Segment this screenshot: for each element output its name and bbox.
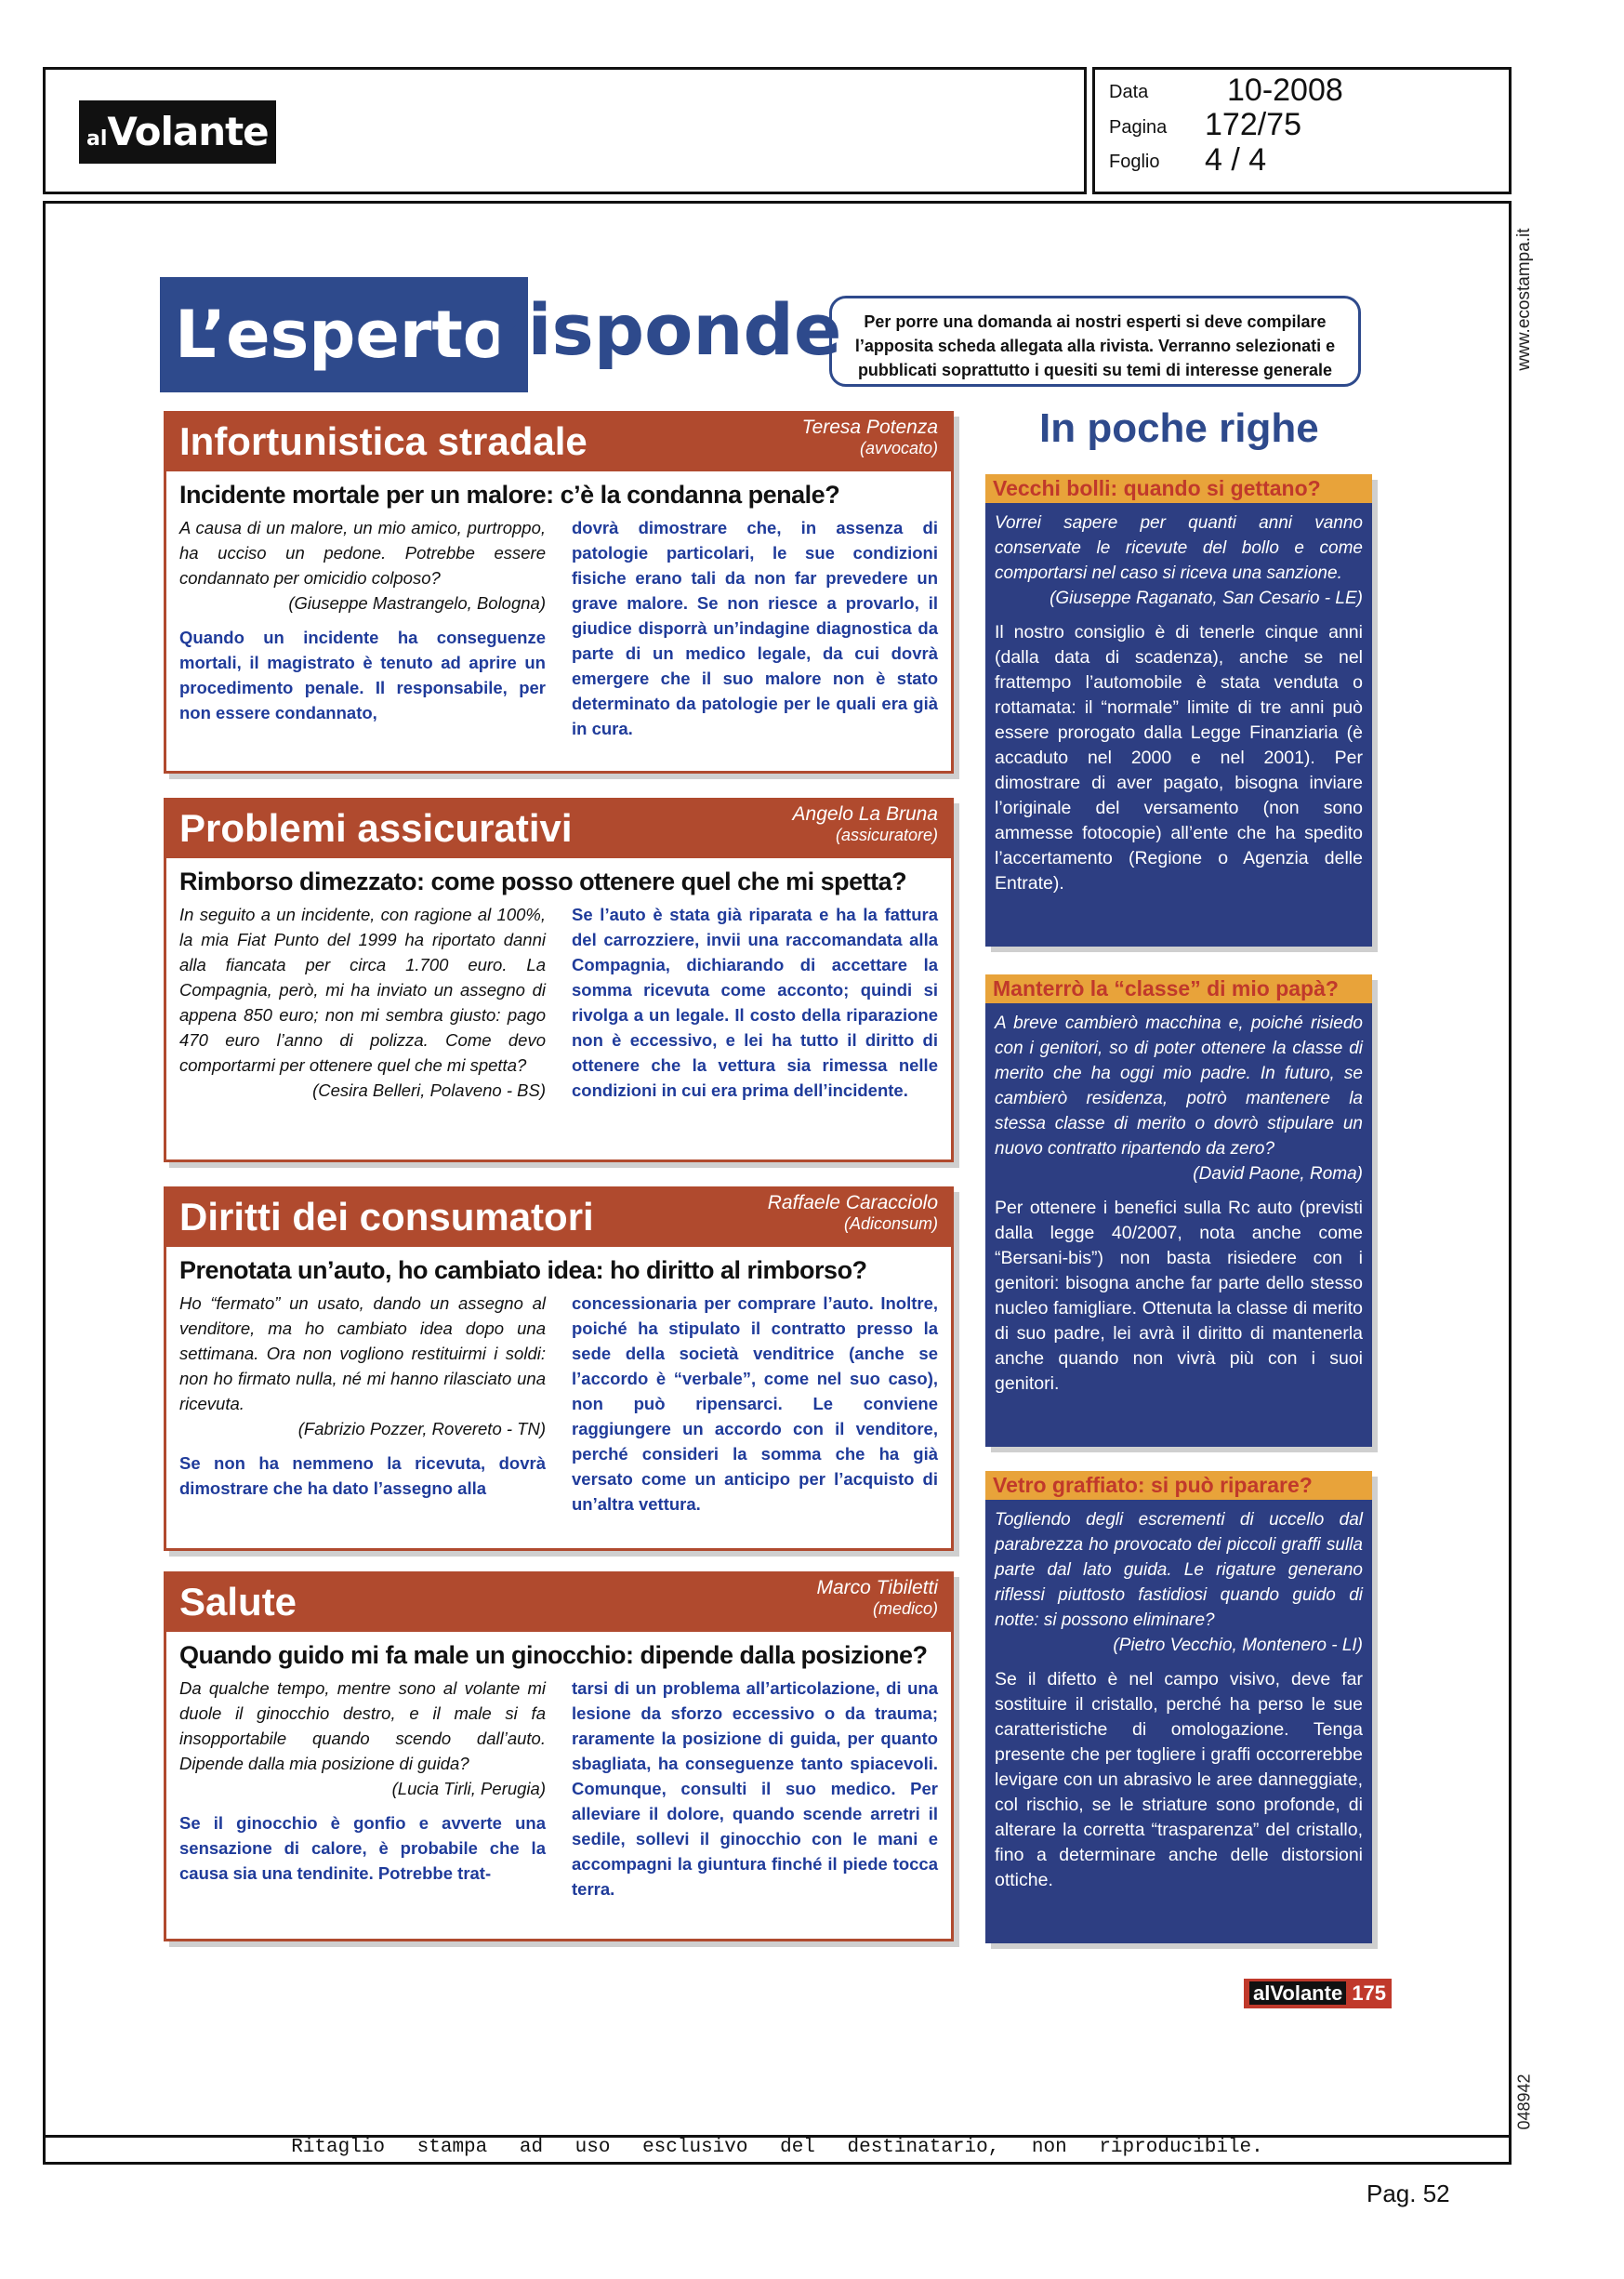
- section-author: [768, 1193, 938, 1234]
- box-title: Manterrò la “classe” di mio papà?: [985, 974, 1372, 1003]
- mini-page-number: 175: [1352, 1981, 1387, 2005]
- meta-value-foglio: 4 / 4: [1205, 142, 1267, 178]
- box-question: [985, 1500, 1372, 1660]
- reader-question: Da qualche tempo, mentre sono al volante mi duole il ginocchio destro, e il male si fa insopportabile quando scendo dall’auto. Dipende dalla mia posizione di guida?: [179, 1678, 546, 1773]
- box-question-text: Vorrei sapere per quanti anni vanno conservate le ricevute del bollo e come comportarsi nel caso si riceva una sanzione.: [995, 513, 1363, 583]
- section-question-title: Quando guido mi fa male un ginocchio: dipende dalla posizione?: [179, 1641, 928, 1669]
- box-answer: Per ottenere i benefici sulla Rc auto (previsti dalla legge 40/2007, nota anche come “Bersani-bis”) non basta risiedere con i genitori: bisogna anche far parte dello stesso nucleo famigliare. Ottenuta la classe di merito di suo padre, lei avrà il diritto di mantenerla anche quando non vivrà più con i suoi genitori.: [995, 1198, 1363, 1394]
- author-name: Teresa Potenza: [801, 417, 938, 438]
- side-website-text: www.ecostampa.it: [1514, 228, 1534, 371]
- answer-part-1: Se non ha nemmeno la ricevuta, dovrà dimostrare che ha dato l’assegno alla: [179, 1453, 546, 1498]
- section-diritti-consumatori: [164, 1186, 954, 1551]
- reader-signature: (Cesira Belleri, Polaveno - BS): [312, 1080, 546, 1100]
- answer-text: Se l’auto è stata già riparata e ha la fattura del carrozziere, invii una raccomandata alla Compagnia, dichiarando di accettare la somma ricevuta come acconto; quindi si rivolga a un legale. Il costo della riparazione non è eccessivo, e lei ha tutto il diritto di ottenere che la vettura sia rimessa nelle condizioni in cui era prima dell’incidente.: [572, 905, 938, 1100]
- page-number: Pag. 52: [1367, 2180, 1450, 2207]
- left-column: [179, 515, 546, 741]
- section-title: Problemi assicurativi: [179, 806, 573, 850]
- sidebar-box-bolli: [985, 474, 1372, 947]
- title-risponde: risponde: [493, 288, 842, 371]
- box-answer: Se il difetto è nel campo visivo, deve far sostituire il cristallo, perché ha perso le sue caratteristiche di omologazione. Tenga presente che per togliere i graffi occorrerebbe levigare con un abrasivo le aree danneggiate, col rischio, se le striature sono profonde, di alterare la corretta “trasparenza” del cristallo, fino a determinare anche delle distorsioni ottiche.: [995, 1669, 1363, 1890]
- meta-label-data: Data: [1109, 82, 1149, 102]
- side-code-text: 048942: [1514, 2074, 1534, 2130]
- section-title: Diritti dei consumatori: [179, 1195, 594, 1239]
- footer-disclaimer: Ritaglio stampa ad uso esclusivo del destinatario, non riproducibile.: [291, 2137, 1263, 2158]
- logo-name: Volante: [107, 109, 269, 154]
- box-title: Vetro graffiato: si può riparare?: [985, 1471, 1372, 1500]
- author-role: (Adiconsum): [843, 1214, 938, 1233]
- meta-value-pagina: 172/75: [1205, 107, 1301, 142]
- section-author: [802, 417, 938, 458]
- box-signature: (David Paone, Roma): [1193, 1164, 1363, 1184]
- section-salute: [164, 1571, 954, 1941]
- answer-part-1: Se il ginocchio è gonfio e avverte una sensazione di calore, è probabile che la causa sia una tendinite. Potrebbe trat-: [179, 1813, 546, 1883]
- section-question-title: Incidente mortale per un malore: c’è la condanna penale?: [179, 481, 840, 509]
- reader-signature: (Giuseppe Mastrangelo, Bologna): [288, 593, 546, 613]
- section-header: [166, 1574, 951, 1632]
- reader-signature: (Lucia Tirli, Perugia): [391, 1779, 546, 1798]
- side-website: [1506, 219, 1543, 387]
- page-footer-logo: [1244, 1979, 1392, 2008]
- section-question-title: Rimborso dimezzato: come posso ottenere quel che mi spetta?: [179, 868, 907, 895]
- section-header: [166, 1189, 951, 1247]
- author-name: Raffaele Caracciolo: [767, 1192, 938, 1213]
- box-answer: Il nostro consiglio è di tenerle cinque anni (dalla data di scadenza), anche se nel frattempo l’automobile è stata venduta o rottamata: il “normale” limite di tre anni può essere prorogato dalla Legge Finanziaria (è accaduto nel 2000 e nel 2001). Per dimostrare di aver pagato, bisogna inviare l’originale del versamento (non sono ammesse fotocopie) all’ente che ha spedito l’accertamento (Regione o Agenzia delle Entrate).: [995, 622, 1363, 894]
- reader-question: In seguito a un incidente, con ragione al 100%, la mia Fiat Punto del 1999 ha riportato danni alla fiancata per circa 1.700 euro. La Compagnia, però, mi ha inviato un assegno di appena 850 euro; non mi sembra giusto: pago 470 euro l’anno di polizza. Come devo comportarmi per ottenere quel che mi spetta?: [179, 905, 546, 1075]
- side-code: [1506, 2064, 1543, 2139]
- left-column: [179, 1676, 546, 1901]
- box-question-text: A breve cambierò macchina e, poiché risiedo con i genitori, so di poter ottenere la classe di merito che ha oggi mio padre. In futuro, se cambierò residenza, potrò mantenere la stessa classe di merito o dovrò stipulare un nuovo contratto ripartendo da zero?: [995, 1014, 1363, 1159]
- magazine-logo: [79, 100, 276, 164]
- reader-signature: (Fabrizio Pozzer, Rovereto - TN): [297, 1419, 546, 1438]
- intro-box: Per porre una domanda ai nostri esperti si deve compilare l’apposita scheda allegata alla rivista. Verranno selezionati e pubblicati soprattutto i quesiti su temi di interesse generale: [829, 296, 1361, 387]
- section-problemi-assicurativi: [164, 798, 954, 1162]
- sidebar-box-vetro: [985, 1471, 1372, 1943]
- answer-part-1: Quando un incidente ha conseguenze mortali, il magistrato è tenuto ad aprire un procedimento penale. Il responsabile, per non essere condannato,: [179, 628, 546, 722]
- logo-prefix: al: [86, 127, 108, 151]
- left-column: [179, 1291, 546, 1517]
- author-role: (medico): [872, 1599, 938, 1618]
- box-signature: (Pietro Vecchio, Montenero - LI): [1113, 1636, 1363, 1655]
- mini-logo-name: alVolante: [1249, 1981, 1346, 2005]
- sidebar-heading: In poche righe: [1039, 405, 1319, 451]
- author-role: (assicuratore): [835, 826, 938, 844]
- answer-part-2: dovrà dimostrare che, in assenza di patologie particolari, le sue condizioni fisiche erano tali da non far prevedere un grave malore. Se non riesce a provarlo, il giudice disporrà un’indagine diagnostica da parte di un medico legale, da cui dovrà emergere che il suo malore non è stato determinato da patologie per le quali era già in cura.: [572, 518, 938, 738]
- reader-question: Ho “fermato” un usato, dando un assegno al venditore, ma ho cambiato idea dopo una settimana. Ora non vogliono restituirmi i soldi: non ho firmato nulla, né mi hanno rilasciato una ricevuta.: [179, 1293, 546, 1413]
- answer-part-2: concessionaria per comprare l’auto. Inoltre, poiché ha stipulato il contratto presso la sede della società venditrice (anche se l’accordo è “verbale”, come nel suo caso), non può ripensarci. Le conviene raggiungere un accordo con il venditore, perché consideri la somma che ha già versato come un anticipo per l’acquisto di un’altra vettura.: [572, 1293, 938, 1514]
- author-name: Angelo La Bruna: [792, 803, 938, 825]
- box-question-text: Togliendo degli escrementi di uccello dal parabrezza ho provocato dei piccoli graffi sulla parte dal lato guida. Le rigature generano riflessi piuttosto fastidiosi quando guido di notte: si possono eliminare?: [995, 1510, 1363, 1630]
- author-role: (avvocato): [859, 439, 938, 457]
- section-author: [793, 804, 938, 845]
- meta-label-pagina: Pagina: [1109, 117, 1168, 138]
- answer-part-2: tarsi di un problema all’articolazione, di una lesione da sforzo eccessivo o da trauma; raramente la posizione di guida, per quanto sbagliata, ha conseguenze tanto spiacevoli. Comunque, consulti il suo medico. Per alleviare il dolore, quando scende arretri il sedile, sollevi il ginocchio con le mani e accompagni la giuntura finché il piede tocca terra.: [572, 1678, 938, 1899]
- section-author: [816, 1578, 938, 1619]
- meta-value-data: 10-2008: [1227, 73, 1343, 108]
- section-header: [166, 414, 951, 471]
- author-name: Marco Tibiletti: [816, 1577, 938, 1598]
- reader-question: A causa di un malore, un mio amico, purtroppo, ha ucciso un pedone. Potrebbe essere condannato per omicidio colposo?: [179, 518, 546, 588]
- sidebar-box-classe: [985, 974, 1372, 1447]
- box-question: [985, 1003, 1372, 1188]
- title-esperto: L’esperto: [160, 277, 528, 392]
- section-question-title: Prenotata un’auto, ho cambiato idea: ho diritto al rimborso?: [179, 1256, 867, 1284]
- meta-label-foglio: Foglio: [1109, 152, 1160, 172]
- left-column: [179, 902, 546, 1103]
- box-title: Vecchi bolli: quando si gettano?: [985, 474, 1372, 503]
- section-infortunistica: [164, 411, 954, 774]
- box-signature: (Giuseppe Raganato, San Cesario - LE): [1050, 589, 1363, 608]
- box-question: [985, 503, 1372, 613]
- section-header: [166, 801, 951, 858]
- section-title: Salute: [179, 1580, 297, 1623]
- section-title: Infortunistica stradale: [179, 419, 588, 463]
